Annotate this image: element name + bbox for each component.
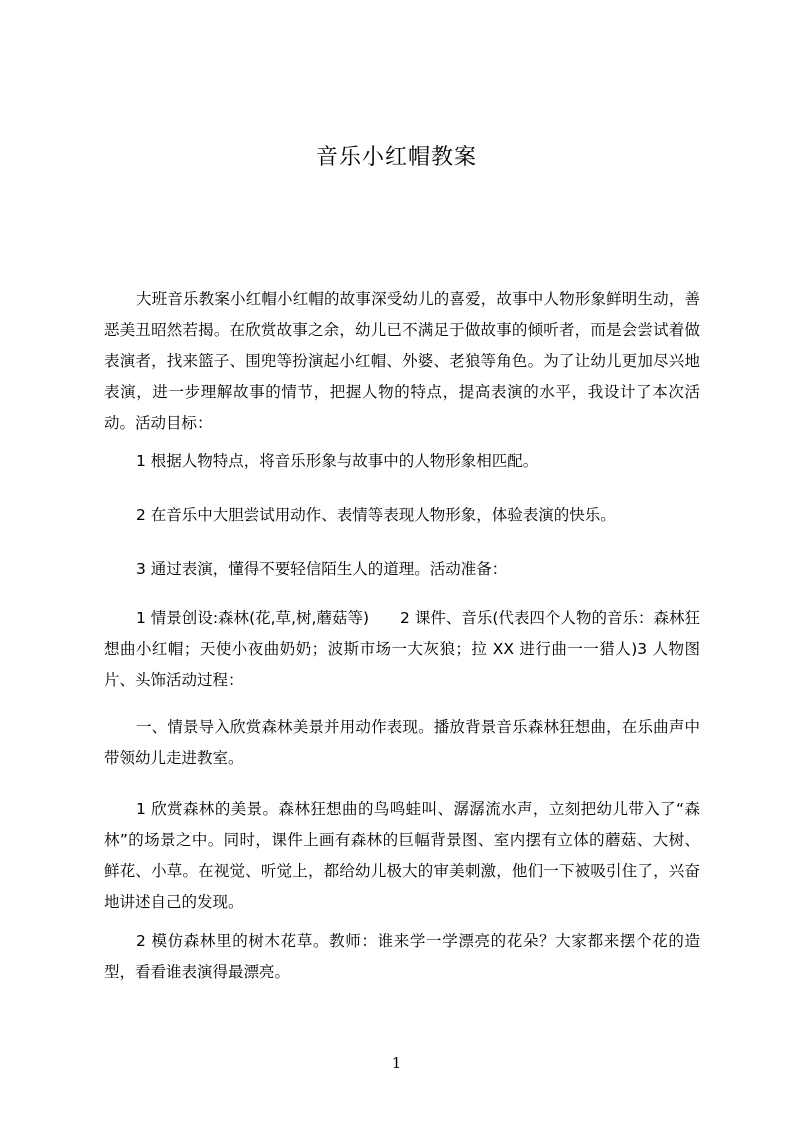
paragraph-goal-3: 3 通过表演，懂得不要轻信陌生人的道理。活动准备： (136, 560, 508, 578)
paragraph-step-2: 2 模仿森林里的树木花草。教师：谁来学一学漂亮的花朵？大家都来摆个花的造型，看看谁表演得最漂亮。 (104, 932, 700, 981)
paragraph-preparation: 1 情景创设:森林(花,草,树,蘑菇等) 2 课件、音乐(代表四个人物的音乐：森林狂想曲小红帽；天使小夜曲奶奶；波斯市场一大灰狼；拉 XX 进行曲一一猎人)3 人物图片、头饰活动过程： (104, 609, 700, 689)
paragraph-intro: 大班音乐教案小红帽小红帽的故事深受幼儿的喜爱，故事中人物形象鲜明生动，善恶美丑昭然若揭。在欣赏故事之余，幼儿已不满足于做故事的倾听者，而是会尝试着做表演者，找来篮子、围兜等扮演起小红帽、外婆、老狼等角色。为了让幼儿更加尽兴地表演，进一步理解故事的情节，把握人物的特点，提高表演的水平，我设计了本次活动。活动目标： (104, 290, 700, 432)
page-number: 1 (391, 1054, 402, 1072)
paragraph-goal-2: 2 在音乐中大胆尝试用动作、表情等表现人物形象，体验表演的快乐。 (136, 506, 616, 524)
paragraph-goal-1: 1 根据人物特点，将音乐形象与故事中的人物形象相匹配。 (136, 452, 539, 470)
paragraph-step-1: 1 欣赏森林的美景。森林狂想曲的鸟鸣蛙叫、潺潺流水声，立刻把幼儿带入了“森林”的场景之中。同时，课件上画有森林的巨幅背景图、室内摆有立体的蘑菇、大树、鲜花、小草。在视觉、听觉上，都给幼儿极大的审美刺激，他们一下被吸引住了，兴奋地讲述自己的发现。 (104, 800, 700, 911)
document-title: 音乐小红帽教案 (315, 145, 477, 170)
paragraph-process-1: 一、情景导入欣赏森林美景并用动作表现。播放背景音乐森林狂想曲，在乐曲声中带领幼儿走进教室。 (104, 718, 700, 767)
